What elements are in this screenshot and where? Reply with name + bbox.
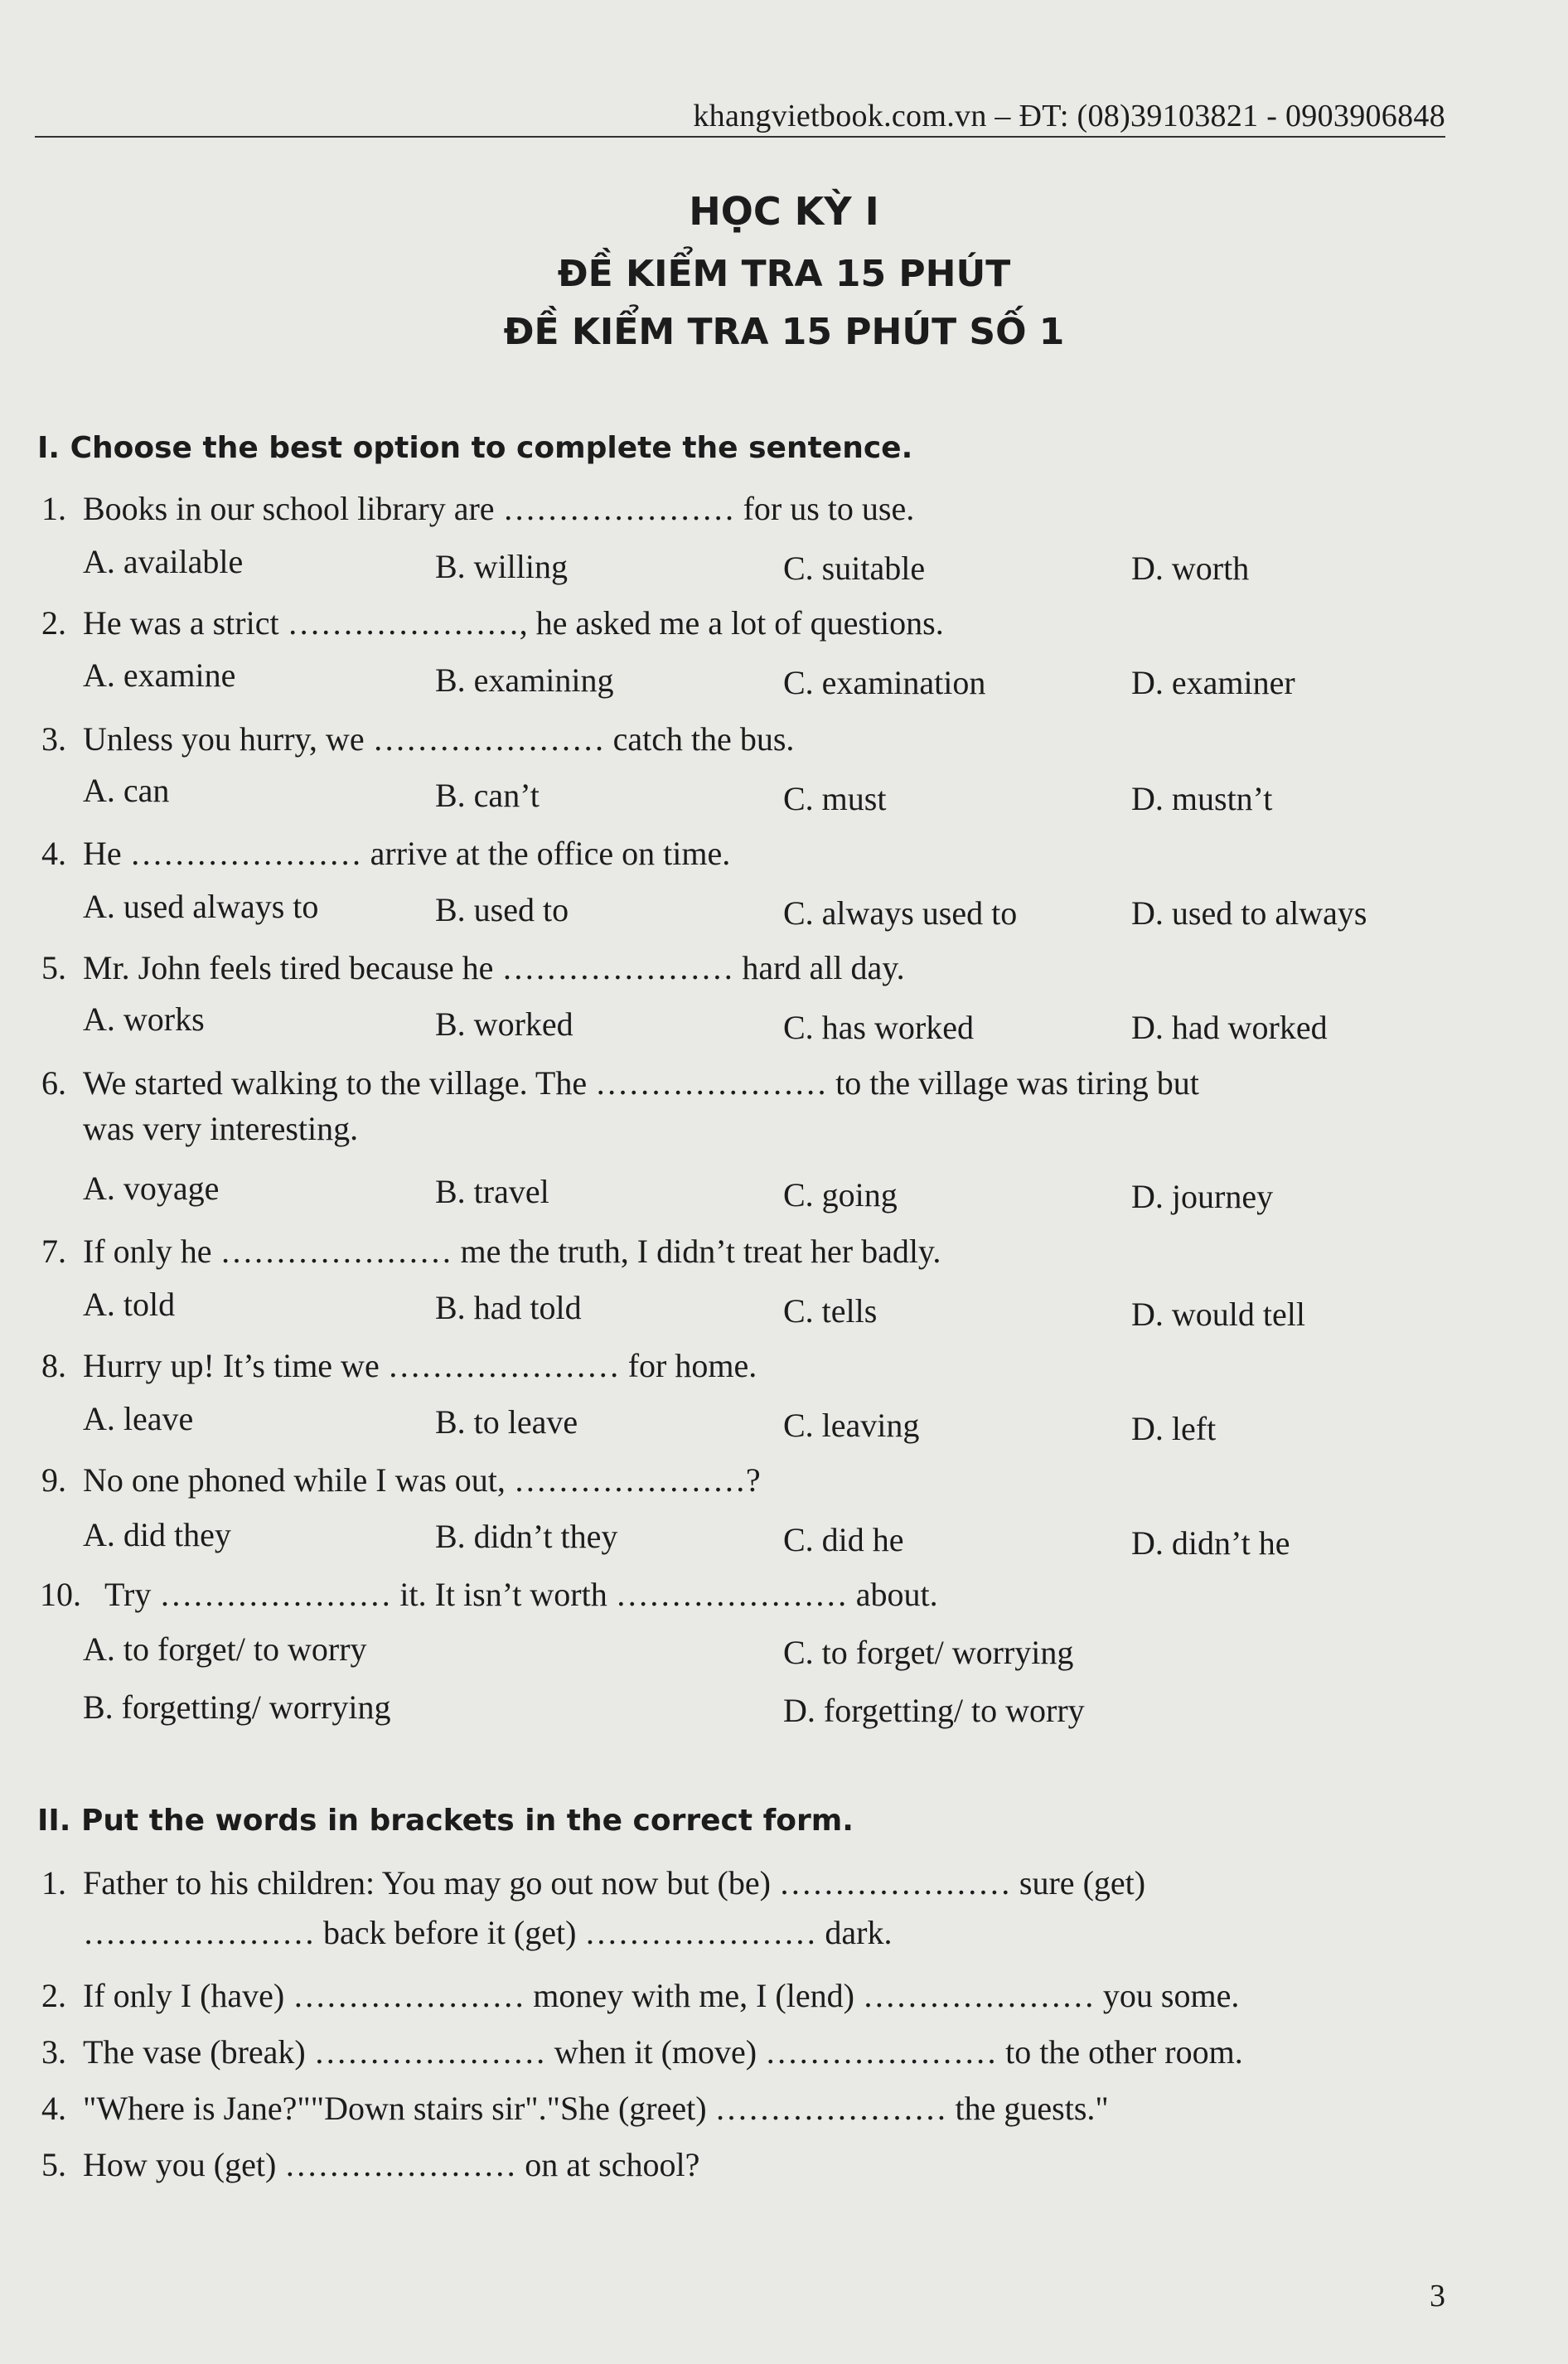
question-6: 6. We started walking to the village. The ………………… to the village was tiring but [41,1064,1199,1102]
header-rule [35,136,1445,138]
q9-option-a: A. did they [83,1516,231,1553]
q9-option-b: B. didn’t they [435,1518,618,1555]
q3-option-a: A. can [83,772,170,809]
q8-option-a: A. leave [83,1400,194,1437]
q2-option-d: D. examiner [1131,664,1295,701]
test-title: ĐỀ KIỂM TRA 15 PHÚT [557,253,1011,295]
q10-option-c: C. to forget/ worrying [783,1634,1074,1671]
q7-option-a: A. told [83,1286,176,1323]
q1-option-a: A. available [83,543,244,580]
exercise-item-1-continuation: ………………… back before it (get) ………………… dark. [83,1914,893,1951]
q6-option-a: A. voyage [83,1170,220,1207]
q4-option-a: A. used always to [83,888,319,925]
question-3: 3. Unless you hurry, we ………………… catch the bus. [41,720,795,758]
q7-option-d: D. would tell [1131,1296,1305,1333]
exercise-item-1: 1. Father to his children: You may go out now but (be) ………………… sure (get) [41,1864,1146,1901]
q4-option-d: D. used to always [1131,894,1367,932]
q8-option-c: C. leaving [783,1407,920,1444]
q2-option-a: A. examine [83,656,236,694]
q5-option-d: D. had worked [1131,1009,1328,1046]
q9-option-c: C. did he [783,1521,904,1558]
q3-option-c: C. must [783,780,887,817]
q7-option-b: B. had told [435,1289,582,1326]
q10-option-d: D. forgetting/ to worry [783,1692,1085,1729]
question-10: 10. Try ………………… it. It isn’t worth ………………… about. [40,1576,938,1613]
q1-option-d: D. worth [1131,550,1250,587]
q4-option-b: B. used to [435,891,569,928]
q6-option-c: C. going [783,1176,898,1213]
question-6-continuation: was very interesting. [83,1110,359,1147]
q7-option-c: C. tells [783,1292,878,1330]
section-1-title: I. Choose the best option to complete the sentence. [37,431,913,465]
section-2-title: II. Put the words in brackets in the correct form. [37,1804,854,1838]
q1-option-c: C. suitable [783,550,926,587]
q3-option-d: D. mustn’t [1131,780,1273,817]
question-5: 5. Mr. John feels tired because he ………………… hard all day. [41,949,905,986]
q4-option-c: C. always used to [783,894,1018,932]
q8-option-d: D. left [1131,1410,1217,1447]
q3-option-b: B. can’t [435,777,540,814]
q8-option-b: B. to leave [435,1403,578,1441]
q9-option-d: D. didn’t he [1131,1524,1290,1562]
semester-title: HỌC KỲ I [689,189,879,234]
q6-option-d: D. journey [1131,1178,1274,1215]
question-4: 4. He ………………… arrive at the office on time. [41,835,731,872]
exercise-item-3: 3. The vase (break) ………………… when it (move) ………………… to the other room. [41,2033,1243,2071]
page-number: 3 [1430,2279,1445,2313]
exercise-item-4: 4. "Where is Jane?""Down stairs sir"."She (greet) ………………… the guests." [41,2090,1109,2127]
q2-option-c: C. examination [783,664,986,701]
exercise-item-5: 5. How you (get) ………………… on at school? [41,2146,700,2183]
header-site: khangvietbook.com.vn – ĐT: (08)39103821 - 0903906848 [693,99,1445,133]
q6-option-b: B. travel [435,1173,549,1210]
q10-option-a: A. to forget/ to worry [83,1630,367,1668]
question-1: 1. Books in our school library are ………………… for us to use. [41,490,915,527]
test-subtitle: ĐỀ KIỂM TRA 15 PHÚT SỐ 1 [503,311,1065,353]
q2-option-b: B. examining [435,661,614,699]
q10-option-b: B. forgetting/ worrying [83,1688,391,1726]
q1-option-b: B. willing [435,548,569,585]
question-2: 2. He was a strict …………………, he asked me a lot of questions. [41,604,944,642]
q5-option-b: B. worked [435,1005,573,1043]
q5-option-a: A. works [83,1000,205,1038]
question-8: 8. Hurry up! It’s time we ………………… for home. [41,1347,757,1384]
exercise-item-2: 2. If only I (have) ………………… money with me, I (lend) ………………… you some. [41,1977,1240,2014]
q5-option-c: C. has worked [783,1009,974,1046]
question-7: 7. If only he ………………… me the truth, I didn’t treat her badly. [41,1233,941,1270]
question-9: 9. No one phoned while I was out, …………………? [41,1461,761,1499]
